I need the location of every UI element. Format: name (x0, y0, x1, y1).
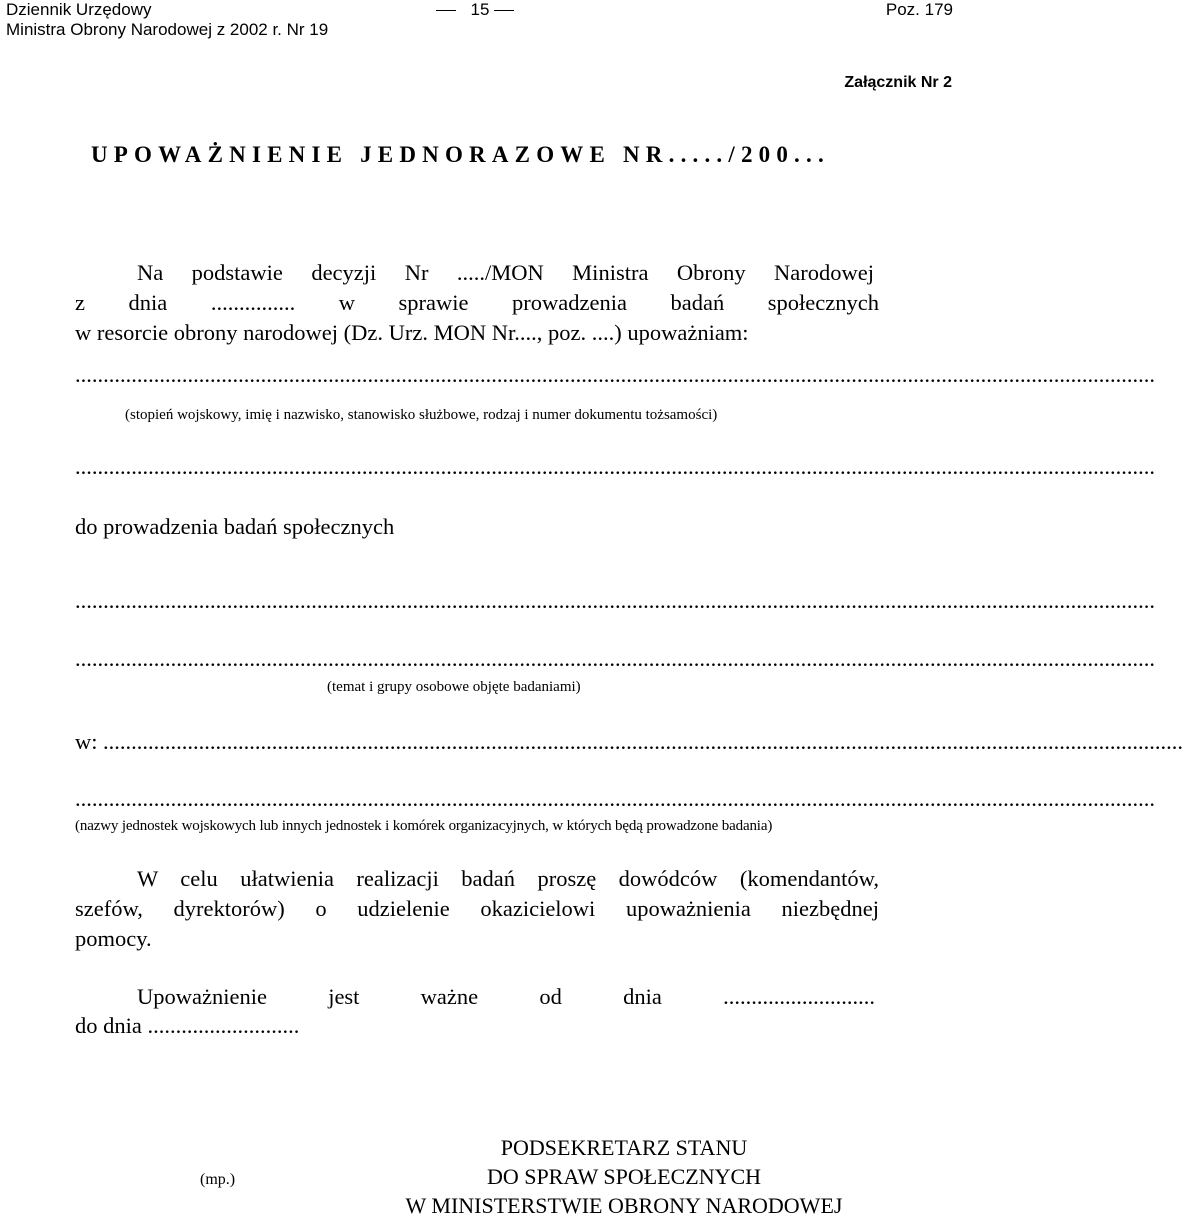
where-dotted-line-2: ................................................................................................................................................................................................ (75, 786, 1155, 811)
journal-subtitle: Ministra Obrony Narodowej z 2002 r. Nr 19 (6, 20, 329, 39)
person-dotted-line-2: ................................................................................................................................................................................................ (75, 454, 1155, 479)
signatory-line-3: W MINISTERSTWIE OBRONY NARODOWEJ (405, 1193, 843, 1218)
page-number: 15 (470, 0, 490, 19)
intro-line-1: Na podstawie decyzji Nr ...../MON Ministra Obrony Narodowej (137, 260, 874, 285)
validity-word: Upoważnienie (137, 984, 267, 1009)
validity-word: dnia (623, 984, 662, 1009)
position-number: Poz. 179 (885, 0, 953, 19)
request-line-2: szefów, dyrektorów) o udzielenie okazicielowi upoważnienia niezbędnej (75, 896, 879, 921)
document-title: UPOWAŻNIENIE JEDNORAZOWE NR...../200... (91, 142, 830, 167)
page-number-rule-left (436, 10, 456, 11)
validity-date-dots: ........................... (723, 984, 875, 1009)
validity-word: ważne (420, 984, 479, 1009)
intro-line-3: w resorcie obrony narodowej (Dz. Urz. MON Nr...., poz. ....) upoważniam: (75, 320, 749, 345)
topic-caption: (temat i grupy osobowe objęte badaniami) (327, 679, 581, 695)
validity-word: jest (328, 984, 360, 1009)
purpose-text: do prowadzenia badań społecznych (75, 514, 395, 539)
signatory-line-2: DO SPRAW SPOŁECZNYCH (486, 1164, 762, 1189)
person-dotted-line: ................................................................................................................................................................................................ (75, 362, 1155, 387)
topic-dotted-line-2: ................................................................................................................................................................................................ (75, 646, 1155, 671)
request-line-3: pomocy. (75, 926, 152, 951)
request-line-1: W celu ułatwienia realizacji badań proszę dowódców (komendantów, (137, 866, 879, 891)
where-dotted-line-1: ................................................................................................................................................................................................ (103, 729, 1183, 754)
intro-line-2: z dnia ............... w sprawie prowadzenia badań społecznych (75, 290, 879, 315)
page-number-rule-right (494, 10, 514, 11)
signatory-line-1: PODSEKRETARZ STANU (500, 1135, 748, 1160)
units-caption: (nazwy jednostek wojskowych lub innych jednostek i komórek organizacyjnych, w których będą prowadzone badania) (75, 818, 773, 834)
validity-line-1 (137, 982, 875, 1012)
validity-word: od (539, 984, 562, 1009)
seal-placeholder: (mp.) (200, 1171, 236, 1188)
topic-dotted-line-1: ................................................................................................................................................................................................ (75, 588, 1155, 613)
journal-title: Dziennik Urzędowy (6, 0, 152, 19)
annex-label: Załącznik Nr 2 (844, 74, 952, 91)
person-caption: (stopień wojskowy, imię i nazwisko, stanowisko służbowe, rodzaj i numer dokumentu tożsamości) (125, 407, 718, 423)
validity-line-2: do dnia ........................... (75, 1013, 300, 1038)
where-label: w: (75, 729, 98, 754)
